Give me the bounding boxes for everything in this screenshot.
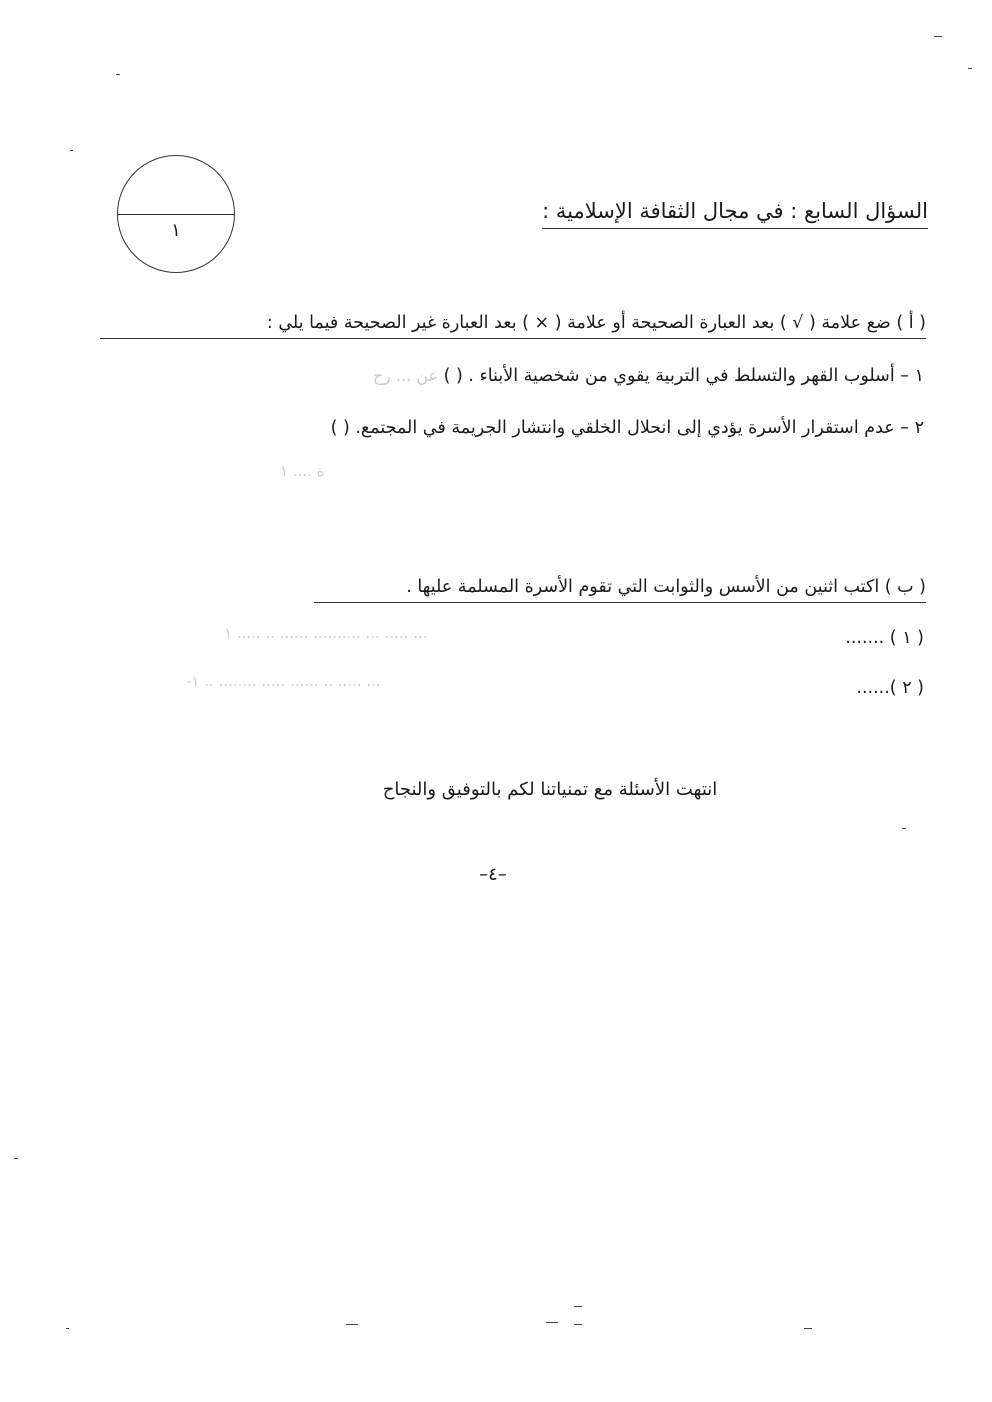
scan-speck <box>574 1324 582 1325</box>
scan-speck <box>934 36 942 37</box>
part-b-item-2-faded-answer: ... ..... .. ...... ..... ........ .. ١- <box>186 672 381 690</box>
score-circle <box>117 155 235 273</box>
scan-speck <box>574 1306 582 1307</box>
closing-text: انتهت الأسئلة مع تمنياتنا لكم بالتوفيق والنجاح <box>382 779 718 800</box>
scan-speck <box>116 74 120 75</box>
part-a-item-1-faded-note: عن ... رح <box>372 366 439 385</box>
part-a-item-1-text: ١ – أسلوب القهر والتسلط في التربية يقوي من شخصية الأبناء . ( ) <box>443 366 924 386</box>
part-b-item-2 <box>856 674 924 702</box>
scan-speck <box>804 1328 812 1329</box>
scan-speck <box>546 1322 558 1323</box>
score-value: ١ <box>171 220 181 241</box>
question-title: السؤال السابع : في مجال الثقافة الإسلامية : <box>542 196 928 229</box>
scan-speck <box>66 1328 69 1329</box>
part-b-item-1 <box>845 624 924 652</box>
part-a-item-1 <box>373 362 924 390</box>
part-b-item-1-faded-answer: ... ..... ... .......... ...... .. ..... ١ <box>224 624 428 642</box>
part-a-instruction: ( أ ) ضع علامة ( √ ) بعد العبارة الصحيحة أو علامة ( × ) بعد العبارة غير الصحيحة فيما يلي : <box>100 310 926 339</box>
score-divider <box>118 214 234 215</box>
scan-speck <box>968 68 972 69</box>
scan-speck <box>70 150 73 151</box>
part-b-item-1-label: ( ١ ) ....... <box>845 628 924 648</box>
part-a-faded-answer: ة .... ١ <box>280 462 325 480</box>
scan-speck <box>346 1324 358 1325</box>
part-b-item-2-label: ( ٢ )...... <box>856 678 924 698</box>
part-a-item-2 <box>331 414 924 442</box>
scan-speck <box>902 828 906 829</box>
part-a-item-2-text: ٢ – عدم استقرار الأسرة يؤدي إلى انحلال الخلقي وانتشار الجريمة في المجتمع. ( ) <box>330 418 924 438</box>
part-b-instruction: ( ب ) اكتب اثنين من الأسس والثوابت التي تقوم الأسرة المسلمة عليها . <box>314 574 926 603</box>
scan-speck <box>14 1158 18 1159</box>
page-number: –٤– <box>479 864 507 885</box>
